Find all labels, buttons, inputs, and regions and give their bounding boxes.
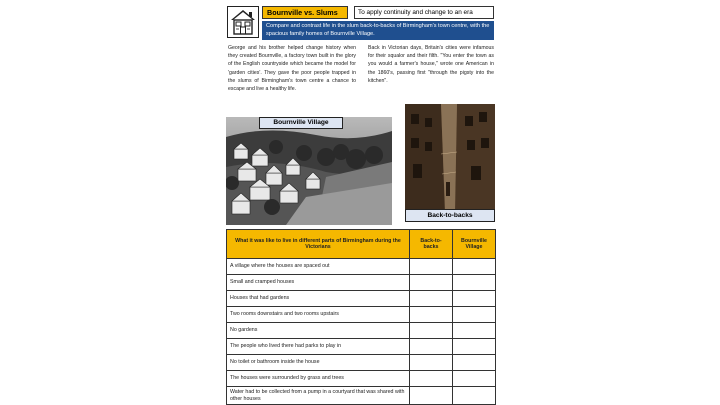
row-statement: Two rooms downstairs and two rooms upstairs <box>227 307 410 323</box>
row-statement: Small and cramped houses <box>227 275 410 291</box>
header-back-to-backs: Back-to-backs <box>410 230 453 259</box>
row-statement: The people who lived there had parks to play in <box>227 339 410 355</box>
tick-cell-back-to-backs[interactable] <box>410 259 453 275</box>
tick-cell-bournville[interactable] <box>453 307 496 323</box>
table-row <box>227 291 496 307</box>
table-row <box>227 259 496 275</box>
worksheet <box>224 4 496 402</box>
tick-cell-bournville[interactable] <box>453 291 496 307</box>
tick-cell-back-to-backs[interactable] <box>410 291 453 307</box>
paragraph-right: Back in Victorian days, Britain's cities were infamous for their squalor and their filth. "You enter the town as you would a farmer's house," wrote one American in the 1860's, passing first "through the pigsty into the kitchen". <box>368 45 494 84</box>
row-statement: Water had to be collected from a pump in a courtyard that was shared with other houses <box>227 387 410 405</box>
tick-cell-bournville[interactable] <box>453 371 496 387</box>
row-statement: The houses were surrounded by grass and trees <box>227 371 410 387</box>
bournville-village-photo <box>226 117 392 225</box>
row-statement: Houses that had gardens <box>227 291 410 307</box>
table-row <box>227 307 496 323</box>
worksheet-title: Bournville vs. Slums <box>262 6 348 19</box>
tick-cell-bournville[interactable] <box>453 339 496 355</box>
tick-cell-back-to-backs[interactable] <box>410 371 453 387</box>
header-description: What it was like to live in different parts of Birmingham during the Victorians <box>227 230 410 259</box>
table-row <box>227 323 496 339</box>
intro-banner: Compare and contrast life in the slum back-to-backs of Birmingham's town centre, with the spacious family homes of Bournville Village. <box>262 21 494 40</box>
learning-objective: To apply continuity and change to an era <box>354 6 494 19</box>
header-bournville-village: Bournville Village <box>453 230 496 259</box>
tick-cell-bournville[interactable] <box>453 355 496 371</box>
tick-cell-back-to-backs[interactable] <box>410 387 453 405</box>
tick-cell-bournville[interactable] <box>453 275 496 291</box>
tick-cell-back-to-backs[interactable] <box>410 323 453 339</box>
table-row <box>227 387 496 405</box>
table-row <box>227 339 496 355</box>
table-row <box>227 371 496 387</box>
tick-cell-back-to-backs[interactable] <box>410 275 453 291</box>
tick-cell-back-to-backs[interactable] <box>410 307 453 323</box>
row-statement: A village where the houses are spaced out <box>227 259 410 275</box>
row-statement: No toilet or bathroom inside the house <box>227 355 410 371</box>
label-back-to-backs: Back-to-backs <box>405 209 495 222</box>
table-row <box>227 275 496 291</box>
row-statement: No gardens <box>227 323 410 339</box>
table-row <box>227 355 496 371</box>
tick-cell-back-to-backs[interactable] <box>410 355 453 371</box>
back-to-backs-photo <box>405 104 495 212</box>
paragraph-left: George and his brother helped change history when they created Bournville, a factory town built in the glory of the English countryside which became the model for 'garden cities'. They gave the poor people trapped in the slums of Birmingham's town centre a chance to escape and live a healthy life. <box>228 45 356 93</box>
tick-cell-bournville[interactable] <box>453 323 496 339</box>
comparison-table <box>226 229 496 405</box>
label-bournville-village: Bournville Village <box>259 117 343 129</box>
tick-cell-bournville[interactable] <box>453 259 496 275</box>
house-icon <box>227 6 259 38</box>
tick-cell-back-to-backs[interactable] <box>410 339 453 355</box>
tick-cell-bournville[interactable] <box>453 387 496 405</box>
table-header-row <box>227 230 496 259</box>
